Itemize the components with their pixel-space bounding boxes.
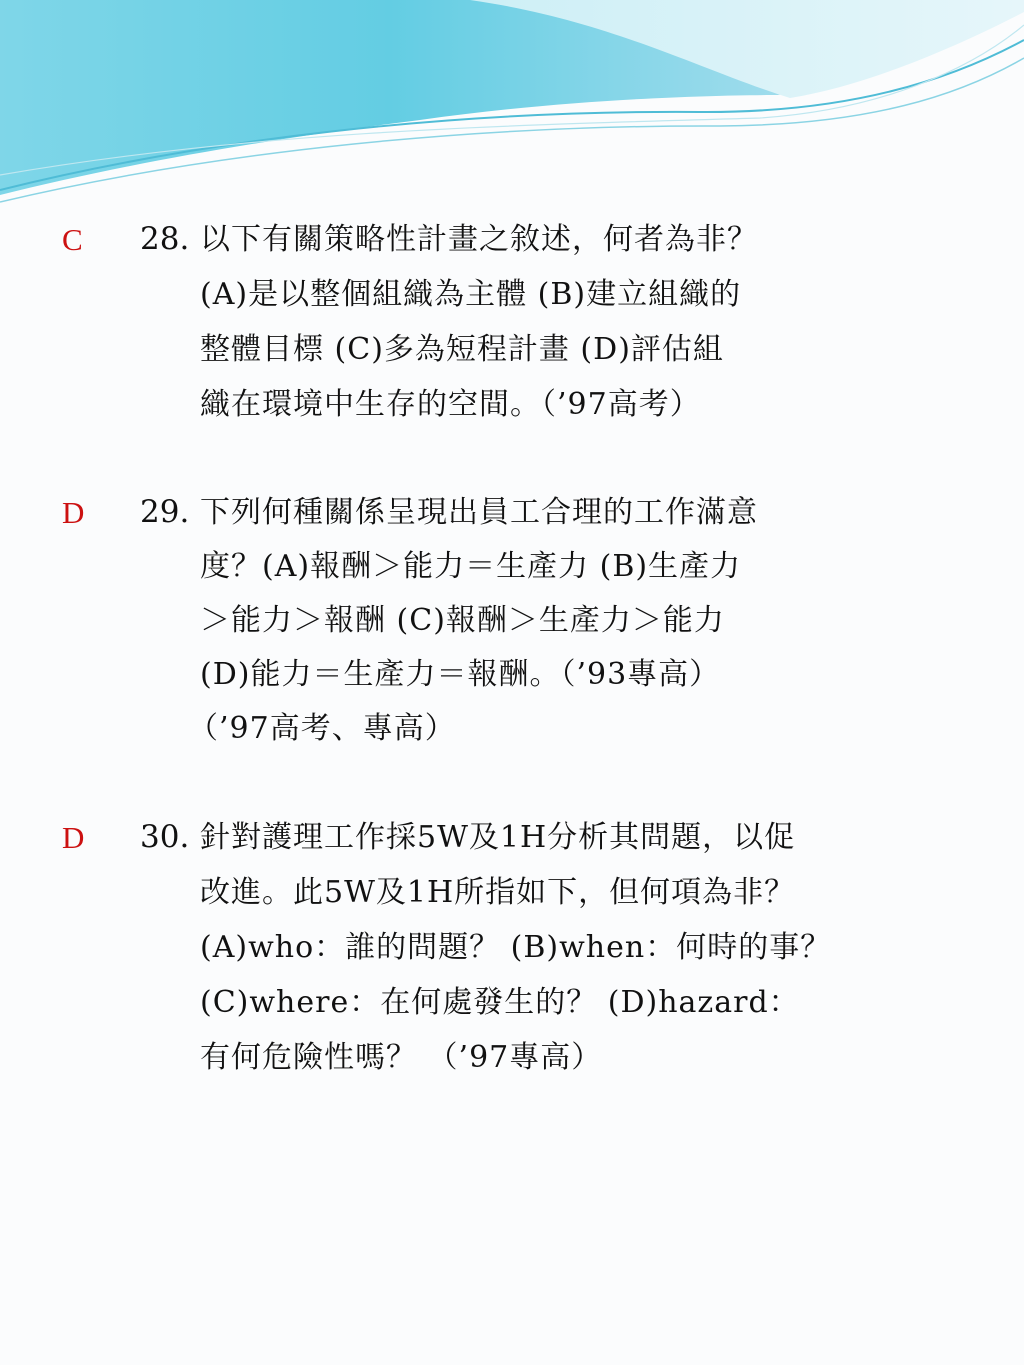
answer-key: D	[62, 495, 85, 530]
question-number: 30.	[140, 819, 190, 855]
header-wave-decoration	[0, 0, 1024, 220]
question-number: 28.	[140, 221, 190, 257]
question-text-line: 以下有關策略性計畫之敘述，何者為非？	[200, 222, 758, 257]
question-text-line: 度？(A)報酬＞能力＝生產力 (B)生產力	[200, 549, 742, 584]
answer-key: D	[62, 820, 85, 855]
question-text-line: 整體目標 (C)多為短程計畫 (D)評估組	[200, 332, 724, 367]
question-text-line: 有何危險性嗎？ （’97專高）	[200, 1040, 603, 1075]
answer-key: C	[62, 222, 83, 257]
question-text-line: （’97高考、專高）	[188, 711, 456, 746]
question-text-line: (A)who：誰的問題？ (B)when：何時的事？	[200, 930, 832, 965]
question-number: 29.	[140, 494, 190, 530]
question-text-line: 下列何種關係呈現出員工合理的工作滿意	[200, 495, 758, 530]
question-text-line: 織在環境中生存的空間。（’97高考）	[200, 387, 701, 422]
question-text-line: (C)where：在何處發生的？ (D)hazard：	[200, 985, 800, 1020]
question-text-line: 改進。此5W及1H所指如下，但何項為非？	[200, 875, 796, 910]
question-text-line: ＞能力＞報酬 (C)報酬＞生產力＞能力	[200, 603, 725, 638]
question-text-line: (A)是以整個組織為主體 (B)建立組織的	[200, 277, 742, 312]
question-text-line: 針對護理工作採5W及1H分析其問題，以促	[200, 820, 796, 855]
question-text-line: (D)能力＝生產力＝報酬。（’93專高）	[200, 657, 721, 692]
